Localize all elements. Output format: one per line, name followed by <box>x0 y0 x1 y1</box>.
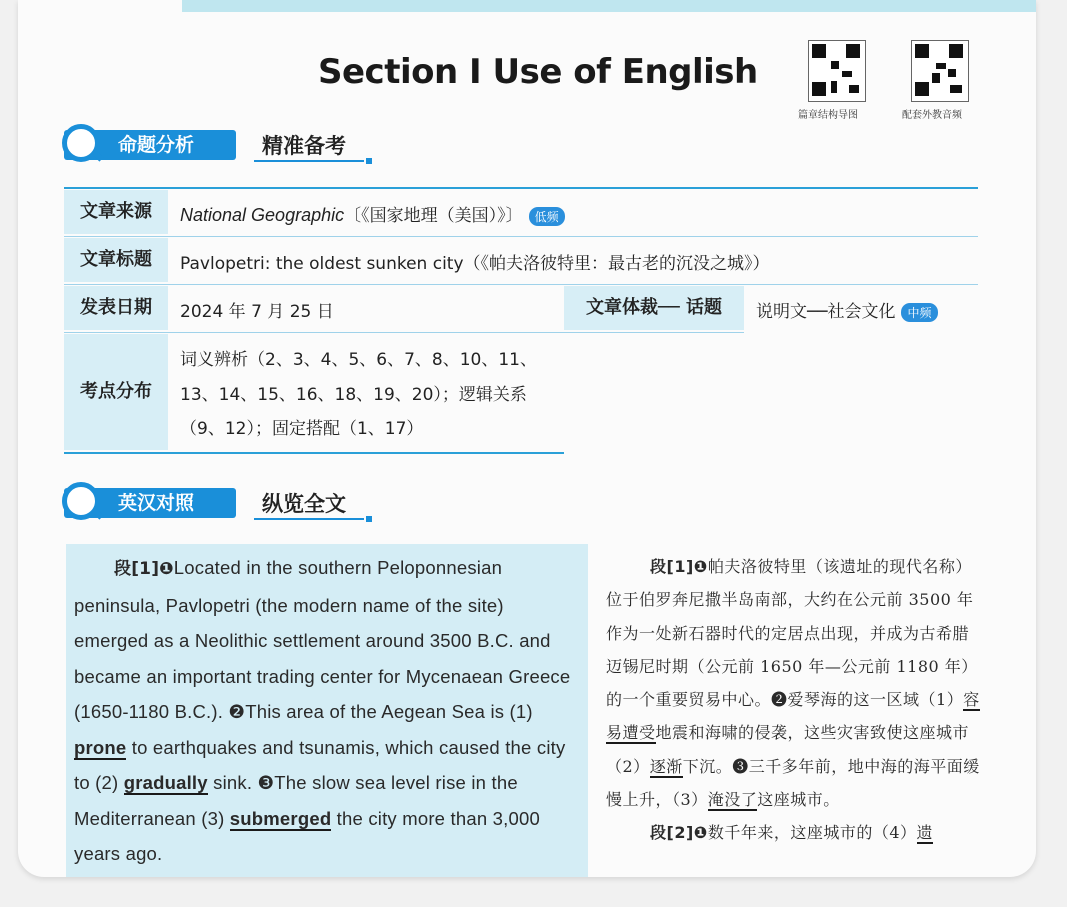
paragraph-marker: 段[2]❶ <box>650 823 708 843</box>
genre-label: 文章体裁── 话题 <box>564 286 744 330</box>
section-subtitle: 纵览全文 <box>262 492 346 516</box>
table-top-border <box>64 187 978 189</box>
genre-text: 说明文──社会文化 <box>756 302 896 322</box>
points-line-2: 13、14、15、16、18、19、20）；逻辑关系 <box>180 385 527 405</box>
qr1-caption: 篇章结构导图 <box>798 110 858 121</box>
keyword-prone: prone <box>74 736 127 758</box>
sentence-marker: ❸ <box>257 772 275 793</box>
subtitle-underline <box>254 518 364 520</box>
source-label: 文章来源 <box>64 190 168 234</box>
english-sentence-3b: the city more than 3,000 years ago. <box>74 807 540 864</box>
chinese-sentence-2a: 爱琴海的这一区域（1） <box>787 690 964 710</box>
chinese-sentence-3a: 三千多年前，地中海的海平面缓慢上升，（3） <box>606 756 980 810</box>
english-sentence-3a: The slow sea level rise in the Mediterranean (3) <box>74 772 518 829</box>
subtitle-underline <box>254 160 364 162</box>
chinese-sentence-3b: 这座城市。 <box>757 790 840 810</box>
paragraph-marker: 段[1]❶ <box>114 559 174 579</box>
row-divider <box>64 236 978 237</box>
keyword-cn-1: 容易遭受 <box>606 690 980 743</box>
row-divider <box>64 284 978 285</box>
keyword-cn-4: 遗 <box>916 823 934 843</box>
keyword-gradually: gradually <box>123 772 208 793</box>
english-sentence-1: Located in the southern Peloponnesian peninsula, Pavlopetri (the modern name of the site) emerged as a Neolithic settlement around 3500 B.C. and became an important trading center for Mycenaean Greece (1650-1180 B.C.). <box>74 557 571 722</box>
english-sentence-2b: to earthquakes and tsunamis, which caused the city to (2) <box>74 736 566 793</box>
underline-dot <box>366 516 372 522</box>
chinese-sentence-2c: 下沉。 <box>682 756 733 776</box>
points-label: 考点分布 <box>64 334 168 450</box>
points-line-1: 词义辨析（2、3、4、5、6、7、8、10、11、 <box>180 350 537 370</box>
genre-value <box>756 297 938 322</box>
section-subtitle: 精准备考 <box>262 134 346 158</box>
chinese-sentence-4a: 数千年来，这座城市的（4） <box>707 823 917 843</box>
page-card <box>18 0 1036 877</box>
table-bottom-border <box>64 452 564 454</box>
row-divider <box>64 332 744 333</box>
section-pill-label: 英汉对照 <box>64 488 236 518</box>
section-header-bilingual <box>38 482 398 522</box>
keyword-cn-2: 逐渐 <box>649 756 683 776</box>
top-color-bar <box>182 0 1036 12</box>
paragraph-marker: 段[1]❶ <box>650 557 708 576</box>
source-value-en: National Geographic <box>180 205 345 225</box>
date-label: 发表日期 <box>64 286 168 330</box>
magnifier-icon <box>62 124 100 162</box>
english-passage <box>74 550 582 872</box>
article-title-value: Pavlopetri: the oldest sunken city（《帕夫洛彼特里：最古老的沉没之城》） <box>180 254 770 274</box>
qr-code-audio[interactable] <box>911 40 969 102</box>
source-value-cn: 〔《国家地理（美国）》〕 <box>344 206 523 226</box>
points-line-3: （9、12）；固定搭配（1、17） <box>180 419 424 439</box>
source-value <box>180 201 565 226</box>
keyword-submerged: submerged <box>229 807 332 829</box>
underline-dot <box>366 158 372 164</box>
chinese-sentence-1: 帕夫洛彼特里（该遗址的现代名称）位于伯罗奔尼撒半岛南部，大约在公元前 3500 年作为一处新石器时代的定居点出现，并成为古希腊迈锡尼时期（公元前 1650 年—公元前 1180 年）的一个重要贸易中心。 <box>606 557 978 710</box>
title-label: 文章标题 <box>64 238 168 282</box>
sentence-marker: ❷ <box>228 701 246 722</box>
frequency-badge-mid: 中频 <box>901 303 937 322</box>
sentence-marker: ❷ <box>771 690 788 710</box>
section-header-analysis <box>38 124 398 164</box>
date-value: 2024 年 7 月 25 日 <box>180 302 334 322</box>
english-sentence-2a: This area of the Aegean Sea is (1) <box>245 701 533 722</box>
qr2-caption: 配套外教音频 <box>902 110 962 121</box>
section-pill-label: 命题分析 <box>64 130 236 160</box>
chinese-sentence-2b: 地震和海啸的侵袭，这些灾害致使这座城市（2） <box>606 723 970 776</box>
english-sentence-2c: sink. <box>207 772 258 793</box>
magnifier-icon <box>62 482 100 520</box>
chinese-translation <box>606 550 980 850</box>
qr-code-structure[interactable] <box>808 40 866 102</box>
page-title: Section Ⅰ Use of English <box>318 52 758 92</box>
sentence-marker: ❸ <box>732 756 749 776</box>
frequency-badge-low: 低频 <box>529 207 565 226</box>
keyword-cn-3: 淹没了 <box>707 790 758 810</box>
